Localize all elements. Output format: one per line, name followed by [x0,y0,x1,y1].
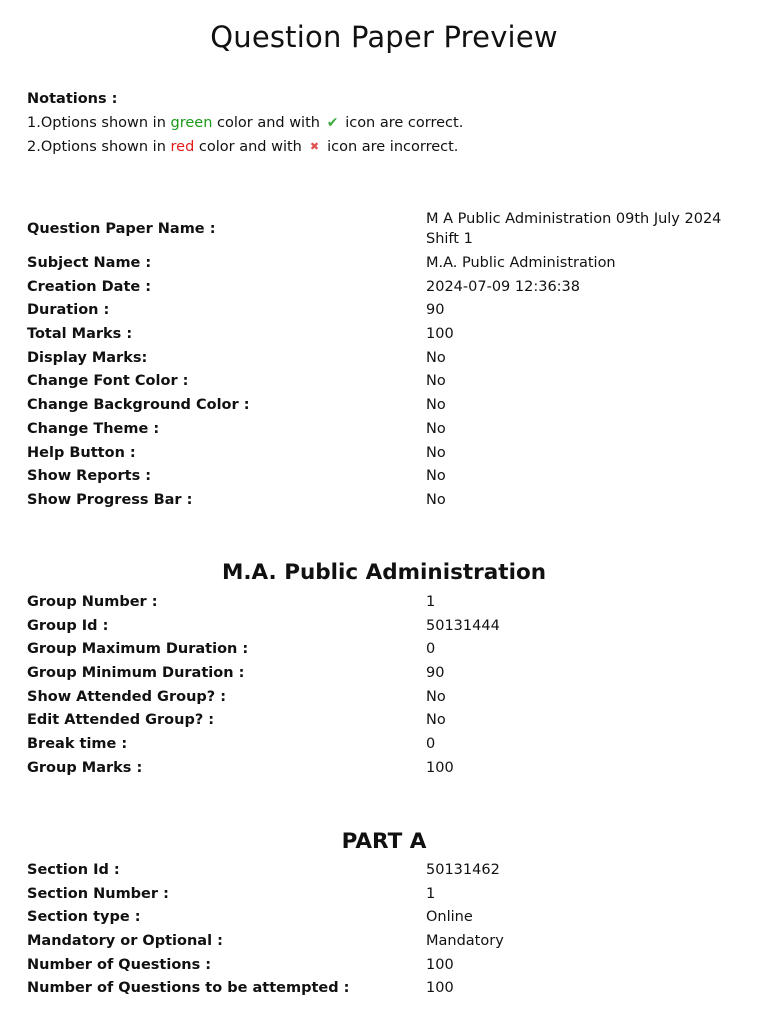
page-title: Question Paper Preview [210,20,558,54]
section-value: Mandatory [426,933,504,950]
notation-suffix: icon are correct. [345,114,464,131]
info-value: M A Public Administration 09th July 2024 Shift 1 [426,211,722,247]
info-value: No [426,468,446,485]
info-row [27,299,743,323]
group-value: 100 [426,759,454,776]
group-value: 0 [426,736,436,753]
group-label: Edit Attended Group? : [27,712,215,729]
group-label: Show Attended Group? : [27,688,227,705]
info-row [27,465,743,489]
notation-suffix: icon are incorrect. [327,139,459,155]
notations-heading: Notations : [27,91,118,107]
info-row [27,489,743,513]
info-row [27,347,743,371]
group-row [27,757,743,781]
section-title: PART A [341,829,427,854]
section-label: Number of Questions to be attempted : [27,980,350,997]
section-value: 100 [426,980,454,997]
section-label: Section Id : [27,862,120,878]
info-label: Subject Name : [27,255,152,271]
info-label: Change Theme : [27,420,160,437]
group-label: Group Minimum Duration : [27,665,245,682]
notation-middle: color and with [217,114,320,131]
red-word: red [170,139,195,155]
check-icon: ✔ [326,114,339,131]
group-row [27,662,743,686]
notation-prefix: 2.Options shown in [27,139,166,155]
info-label: Duration : [27,302,110,319]
info-value: No [426,444,446,461]
group-title: M.A. Public Administration [221,560,547,585]
info-row [27,252,743,276]
info-label: Change Background Color : [27,397,250,414]
info-label: Change Font Color : [27,373,189,390]
group-value: 1 [426,594,436,610]
group-value: No [426,688,446,705]
notations [27,88,463,160]
info-value: No [426,373,446,390]
notation-middle: color and with [198,139,302,155]
info-value: No [426,491,446,508]
group-label: Group Number : [27,594,158,610]
group-value: 0 [426,641,436,658]
group-value: 90 [426,665,445,682]
section-row [27,954,743,978]
section-value: 50131462 [426,862,500,878]
info-value: M.A. Public Administration [426,255,616,271]
section-row [27,977,743,1001]
green-word: green [170,114,213,131]
group-info-table [27,591,743,781]
section-row [27,883,743,907]
info-label: Creation Date : [27,278,152,295]
section-row [27,859,743,883]
info-value: 2024-07-09 12:36:38 [426,278,580,295]
section-label: Number of Questions : [27,956,212,973]
notation-correct [27,112,463,136]
info-row [27,323,743,347]
info-row [27,370,743,394]
info-row [27,442,743,466]
group-label: Group Id : [27,617,109,634]
info-value: 90 [426,302,445,319]
group-label: Group Maximum Duration : [27,641,249,658]
section-label: Section Number : [27,885,169,902]
section-value: 1 [426,885,436,902]
info-row [27,276,743,300]
info-label: Display Marks: [27,349,148,366]
group-row [27,638,743,662]
notation-prefix: 1.Options shown in [27,114,166,131]
info-label: Show Progress Bar : [27,491,193,508]
info-value: 100 [426,326,454,343]
group-label: Break time : [27,736,128,753]
info-value: No [426,397,446,414]
group-label: Group Marks : [27,759,143,776]
info-label: Total Marks : [27,326,133,343]
section-value: 100 [426,956,454,973]
group-row [27,733,743,757]
section-row [27,930,743,954]
section-value: Online [426,909,473,926]
group-value: No [426,712,446,729]
group-row [27,686,743,710]
notation-incorrect [27,135,463,160]
group-row [27,591,743,615]
info-row [27,418,743,442]
group-row [27,709,743,733]
section-row [27,906,743,930]
info-row [27,209,743,252]
cross-icon: ✖ [309,140,320,153]
info-value: No [426,420,446,437]
info-value: No [426,349,446,366]
info-label: Question Paper Name : [27,221,216,237]
paper-info-table [27,209,743,513]
section-label: Mandatory or Optional : [27,933,223,950]
group-row [27,615,743,639]
group-value: 50131444 [426,617,500,634]
info-label: Help Button : [27,444,136,461]
info-label: Show Reports : [27,468,152,485]
info-row [27,394,743,418]
section-info-table [27,859,743,1001]
section-label: Section type : [27,909,141,926]
